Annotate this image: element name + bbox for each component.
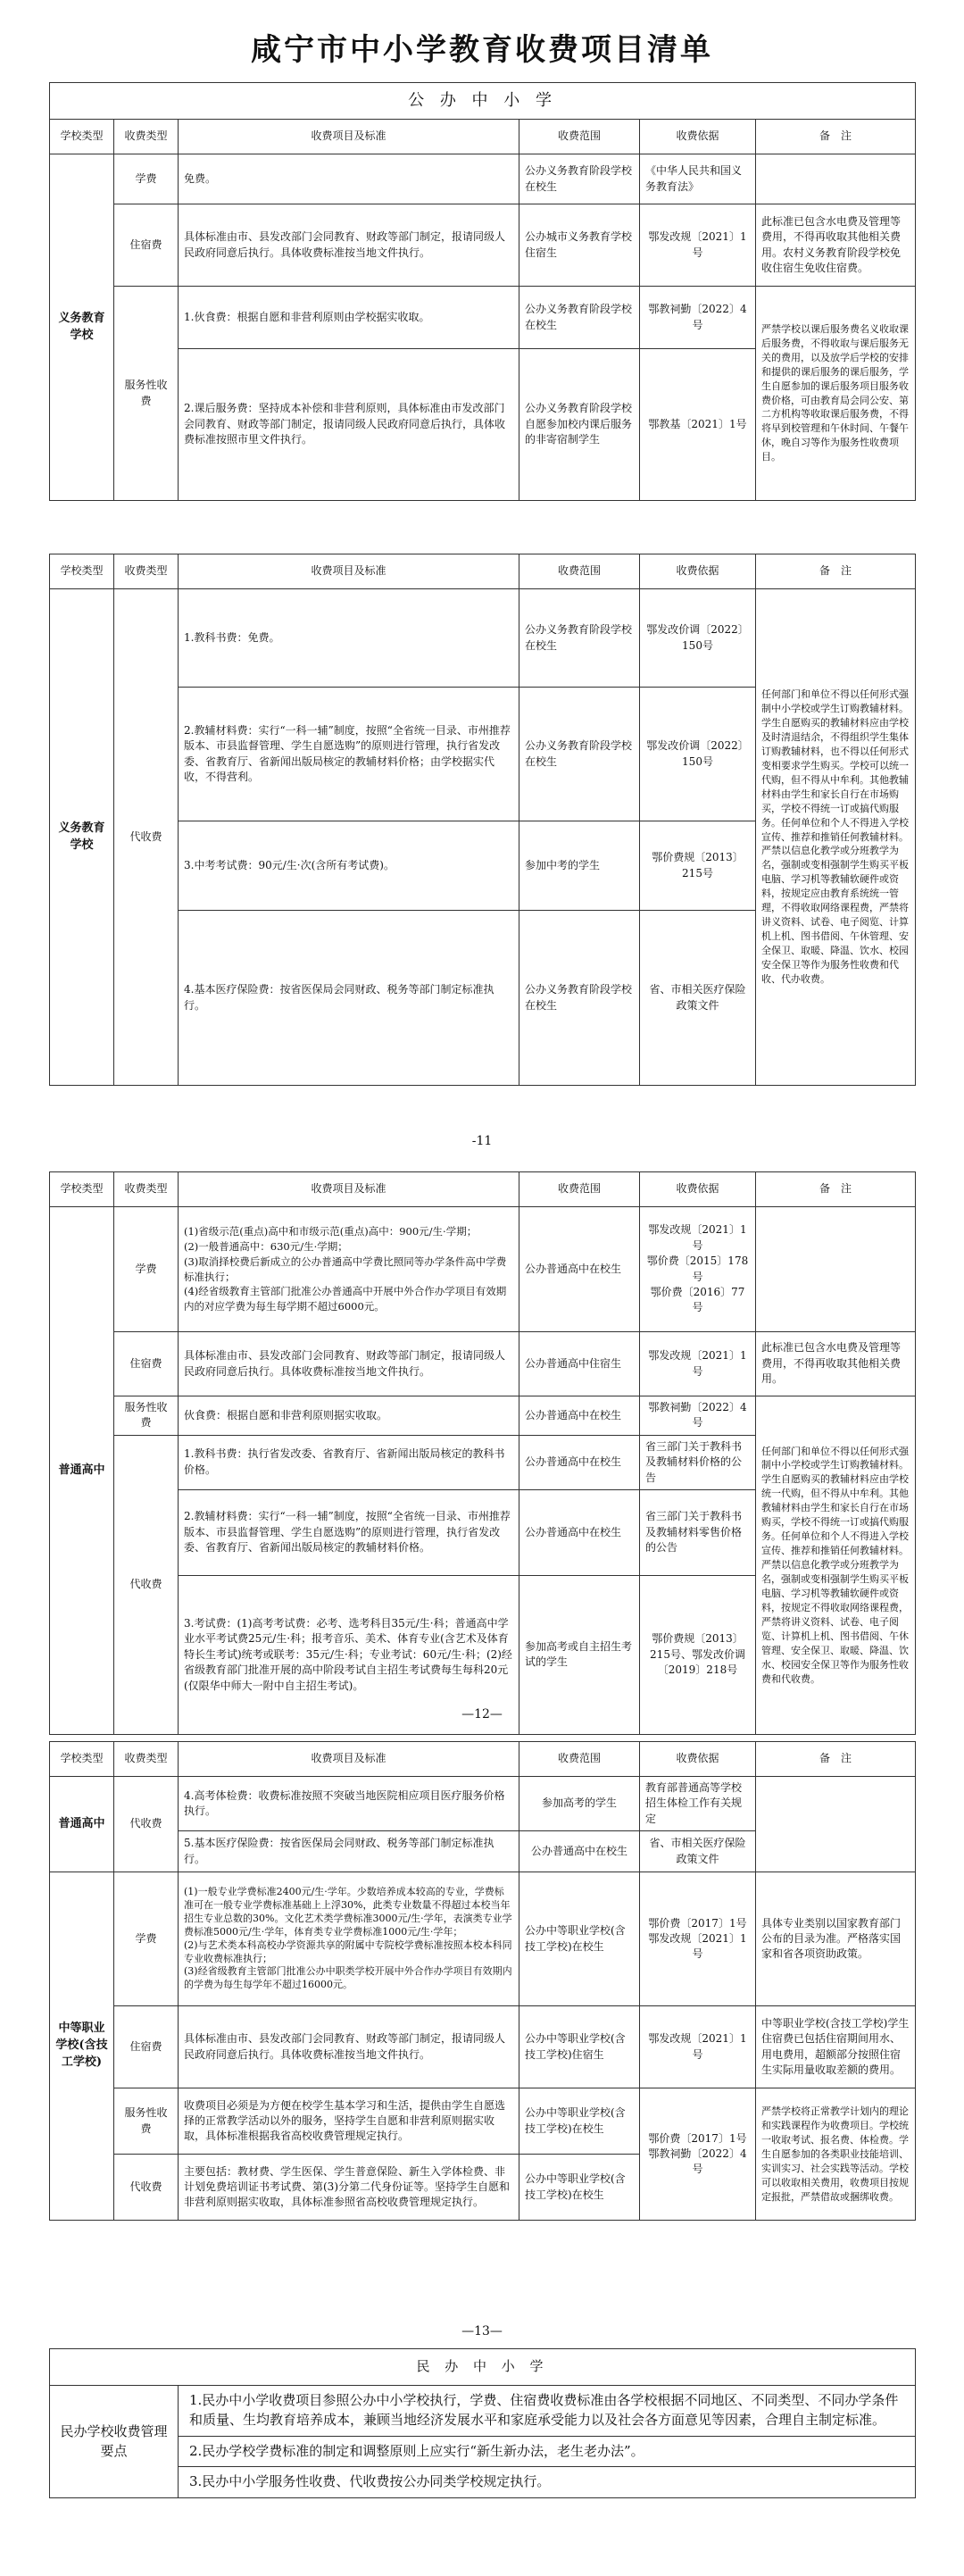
fee-item: 收费项目必须是为方便在校学生基本学习和生活，提供由学生自愿选择的正常教学活动以外的服务，坚持学生自愿和非营利原则据实收取，具体标准根据我省高校收费管理规定执行。: [179, 2088, 519, 2155]
fee-item: 具体标准由市、县发改部门会同教育、财政等部门制定，报请同级人民政府同意后执行。具体收费标准按当地文件执行。: [179, 1332, 519, 1396]
page-title: 咸宁市中小学教育收费项目清单: [251, 32, 713, 68]
fee-scope: 公办义务教育阶段学校在校生: [519, 911, 640, 1086]
mgmt-label: 民办学校收费管理要点: [50, 2386, 179, 2498]
page-number: —13—: [461, 2324, 503, 2338]
header-remark: 备 注: [756, 1172, 916, 1207]
fee-type: 代收费: [114, 2155, 179, 2221]
header-item: 收费项目及标准: [179, 1742, 519, 1777]
fee-scope: 公办中等职业学校(含技工学校)在校生: [519, 1872, 640, 2006]
fee-remark: [756, 1207, 916, 1332]
fee-type: 代收费: [114, 1435, 179, 1734]
section-vocational: [49, 1741, 915, 2221]
private-banner: 民 办 中 小 学: [50, 2349, 916, 2386]
fee-type: 服务性收费: [114, 1396, 179, 1436]
fee-basis: 省三部门关于教科书及教辅材料零售价格的公告: [640, 1489, 756, 1575]
fee-type: 服务性收费: [114, 2088, 179, 2155]
header-fee-type: 收费类型: [114, 1172, 179, 1207]
fee-scope: 参加高考的学生: [519, 1777, 640, 1831]
fee-item: 5.基本医疗保险费：按省医保局会同财政、税务等部门制定标准执行。: [179, 1831, 519, 1872]
fee-type: 学费: [114, 1872, 179, 2006]
header-remark: 备 注: [756, 120, 916, 154]
header-scope: 收费范围: [519, 1742, 640, 1777]
header-item: 收费项目及标准: [179, 120, 519, 154]
fee-scope: 公办普通高中在校生: [519, 1831, 640, 1872]
school-type-general-hs: 普通高中: [50, 1777, 114, 1872]
fee-item: 具体标准由市、县发改部门会同教育、财政等部门制定，报请同级人民政府同意后执行。具体收费标准按当地文件执行。: [179, 2006, 519, 2088]
fee-scope: 公办义务教育阶段学校在校生: [519, 589, 640, 688]
header-basis: 收费依据: [640, 1742, 756, 1777]
fee-basis: 鄂价费〔2017〕1号 鄂发改规〔2021〕1号: [640, 1872, 756, 2006]
fee-item: 3.考试费：(1)高考考试费：必考、选考科目35元/生·科；普通高中学业水平考试费25元/生·科；报考音乐、美术、体育专业(含艺术及体育特长生考试)统考或联考：35元/生·科；专业考试：60元/生·科；(2)经省级教育部门批准开展的高中阶段考试自主招生考试费每生每科20元(仅限华中师大一附中自主招生考试)。: [179, 1575, 519, 1734]
section-general-high-school: [49, 1171, 915, 1735]
header-item: 收费项目及标准: [179, 1172, 519, 1207]
school-type-compulsory: 义务教育学校: [50, 154, 114, 501]
fee-item: (1)省级示范(重点)高中和市级示范(重点)高中：900元/生·学期； (2)一般普通高中：630元/生·学期； (3)取消择校费后新成立的公办普通高中学费比照同等办学条件高中学费标准执行； (4)经省级教育主管部门批准公办普通高中开展中外合作办学项目有效期内的对应学费为每生每学期不超过6000元。: [179, 1207, 519, 1332]
mgmt-item: 1.民办中小学收费项目参照公办中小学校执行，学费、住宿费收费标准由各学校根据不同地区、不同类型、不同办学条件和质量、生均教育培养成本，兼顾当地经济发展水平和家庭承受能力以及社会各方面意见等因素，合理自主制定标准。: [179, 2386, 916, 2437]
fee-item: 1.教科书费：执行省发改委、省教育厅、省新闻出版局核定的教科书价格。: [179, 1435, 519, 1489]
section-public-compulsory-1: [49, 82, 915, 501]
header-fee-type: 收费类型: [114, 1742, 179, 1777]
fee-basis: 鄂发改规〔2021〕1号: [640, 204, 756, 287]
fee-remark: 具体专业类别以国家教育部门公布的目录为准。严格落实国家和省各项资助政策。: [756, 1872, 916, 2006]
fee-remark: [756, 1777, 916, 1872]
fee-item: 4.基本医疗保险费：按省医保局会同财政、税务等部门制定标准执行。: [179, 911, 519, 1086]
fee-scope: 公办城市义务教育学校住宿生: [519, 204, 640, 287]
fee-item: 1.伙食费：根据自愿和非营利原则由学校据实收取。: [179, 287, 519, 349]
fee-scope: 公办中等职业学校(含技工学校)在校生: [519, 2088, 640, 2155]
fee-scope: 公办普通高中在校生: [519, 1435, 640, 1489]
school-type-compulsory: 义务教育学校: [50, 589, 114, 1086]
fee-type: 服务性收费: [114, 287, 179, 501]
school-type-general-hs: 普通高中: [50, 1207, 114, 1735]
header-basis: 收费依据: [640, 120, 756, 154]
fee-basis: 教育部普通高等学校招生体检工作有关规定: [640, 1777, 756, 1831]
fee-basis: 鄂价费规〔2013〕215号: [640, 821, 756, 911]
fee-item: 2.教辅材料费：实行“一科一辅”制度，按照“全省统一目录、市州推荐版本、市县监督管理、学生自愿选购”的原则进行管理，执行省发改委、省教育厅、省新闻出版局核定的教辅材料价格。: [179, 1489, 519, 1575]
fee-basis: 省、市相关医疗保险政策文件: [640, 1831, 756, 1872]
fee-item: 免费。: [179, 154, 519, 204]
section-private-schools: [49, 2348, 915, 2498]
public-banner: 公 办 中 小 学: [50, 83, 916, 120]
fee-scope: 公办普通高中在校生: [519, 1396, 640, 1436]
fee-basis: 省、市相关医疗保险政策文件: [640, 911, 756, 1086]
fee-remark: 任何部门和单位不得以任何形式强制中小学校或学生订购教辅材料。学生自愿购买的教辅材料应由学校及时清退结余，不得组织学生集体订购教辅材料，也不得以任何形式变相要求学生购买。学校可以统一代购，但不得从中牟利。其他教辅材料由学生和家长自行在市场购买，学校不得统一订或搞代购服务。任何单位和个人不得进入学校宣传、推荐和推销任何教辅材料。严禁以信息化教学或分班教学为名，强制或变相强制学生购买平板电脑、学习机等教辅软硬件或资料，按规定应由教育系统统一管理，不得收取网络课程费，严禁将讲义资料、试卷、电子阅览、计算机上机、图书借阅、午休管理、安全保卫、取暖、降温、饮水、校园安全保卫等作为服务性收费和代收、代办收费。: [756, 589, 916, 1086]
fee-basis: 鄂发改规〔2021〕1号 鄂价费〔2015〕178号 鄂价费〔2016〕77号: [640, 1207, 756, 1332]
header-fee-type: 收费类型: [114, 554, 179, 589]
fee-item: 4.高考体检费：收费标准按照不突破当地医院相应项目医疗服务价格执行。: [179, 1777, 519, 1831]
page-number: —12—: [461, 1707, 503, 1722]
header-basis: 收费依据: [640, 1172, 756, 1207]
fee-basis: 鄂教基〔2021〕1号: [640, 349, 756, 501]
fee-remark: 中等职业学校(含技工学校)学生住宿费已包括住宿期间用水、用电费用，超额部分按照住宿生实际用量收取差额的费用。: [756, 2006, 916, 2088]
fee-type: 学费: [114, 1207, 179, 1332]
fee-item: 伙食费：根据自愿和非营利原则据实收取。: [179, 1396, 519, 1436]
header-scope: 收费范围: [519, 120, 640, 154]
fee-basis: 《中华人民共和国义务教育法》: [640, 154, 756, 204]
fee-item: 主要包括：教材费、学生医保、学生普意保险、新生入学体检费、非计划免费培训证书考试费、第(3)分第二代身份证等。坚持学生自愿和非营利原则据实收取，具体标准参照省高校收费管理规定执行。: [179, 2155, 519, 2221]
header-scope: 收费范围: [519, 554, 640, 589]
header-basis: 收费依据: [640, 554, 756, 589]
fee-remark: 此标准已包含水电费及管理等费用，不得再收取其他相关费用。: [756, 1332, 916, 1396]
fee-basis: 鄂发改规〔2021〕1号: [640, 2006, 756, 2088]
fee-scope: 公办普通高中住宿生: [519, 1332, 640, 1396]
fee-item: 具体标准由市、县发改部门会同教育、财政等部门制定，报请同级人民政府同意后执行。具体收费标准按当地文件执行。: [179, 204, 519, 287]
fee-remark: 任何部门和单位不得以任何形式强制中小学校或学生订购教辅材料。学生自愿购买的教辅材料应由学校统一代购，但不得从中牟利。其他教辅材料由学生和家长自行在市场购买，学校不得统一订或搞代购服务。任何单位和个人不得进入学校宣传、推荐和推销任何教辅材料。严禁以信息化教学或分班教学为名，强制或变相强制学生购买平板电脑、学习机等教辅软硬件或资料，按规定不得收取网络课程费，严禁将讲义资料、试卷、电子阅览、计算机上机、图书借阅、午休管理、安全保卫、取暖、降温、饮水、校园安全保卫等作为服务性收费和代收费。: [756, 1396, 916, 1735]
fee-item: (1)一般专业学费标准2400元/生·学年。少数培养成本较高的专业，学费标准可在一般专业学费标准基础上上浮30%，此类专业数量不得超过本校当年招生专业总数的30%。文化艺术类学费标准3000元/生·学年，表演类专业学费标准5000元/生·学年，体育类专业学费标准1000元/生·学年； (2)与艺术类本科高校办学资源共享的附属中专院校学费标准按照本校本科同专业收费标准执行； (3)经省级教育主管部门批准公办中职类学校开展中外合作办学项目有效期内的学费为每生每学年不超过16000元。: [179, 1872, 519, 2006]
mgmt-item: 2.民办学校学费标准的制定和调整原则上应实行“新生新办法，老生老办法”。: [179, 2436, 916, 2467]
header-item: 收费项目及标准: [179, 554, 519, 589]
fee-scope: 公办义务教育阶段学校在校生: [519, 287, 640, 349]
fee-item: 3.中考考试费：90元/生·次(含所有考试费)。: [179, 821, 519, 911]
fee-remark: [756, 154, 916, 204]
fee-basis: 鄂教祠勤〔2022〕4号: [640, 287, 756, 349]
fee-basis: 鄂发改规〔2021〕1号: [640, 1332, 756, 1396]
fee-remark: 严禁学校将正常教学计划内的理论和实践课程作为收费项目。学校统一收取考试、报名费、体检费。学生自愿参加的各类职业技能培训、实训实习、社会实践等活动。学校可以收取相关费用，收费项目按规定报批，严禁借故或捆绑收费。: [756, 2088, 916, 2221]
fee-scope: 公办中等职业学校(含技工学校)在校生: [519, 2155, 640, 2221]
fee-scope: 公办义务教育阶段学校自愿参加校内课后服务的非寄宿制学生: [519, 349, 640, 501]
section-public-compulsory-2: [49, 554, 915, 1086]
header-school-type: 学校类型: [50, 1742, 114, 1777]
fee-item: 1.教科书费：免费。: [179, 589, 519, 688]
fee-type: 代收费: [114, 589, 179, 1086]
fee-basis: 鄂发改价调〔2022〕150号: [640, 688, 756, 821]
header-fee-type: 收费类型: [114, 120, 179, 154]
fee-scope: 公办普通高中在校生: [519, 1489, 640, 1575]
fee-scope: 公办义务教育阶段学校在校生: [519, 154, 640, 204]
fee-scope: 公办普通高中在校生: [519, 1207, 640, 1332]
mgmt-item: 3.民办中小学服务性收费、代收费按公办同类学校规定执行。: [179, 2467, 916, 2498]
header-school-type: 学校类型: [50, 1172, 114, 1207]
fee-type: 住宿费: [114, 2006, 179, 2088]
header-remark: 备 注: [756, 1742, 916, 1777]
fee-type: 学费: [114, 154, 179, 204]
school-type-vocational: 中等职业学校(含技工学校): [50, 1872, 114, 2221]
fee-basis: 省三部门关于教科书及教辅材料价格的公告: [640, 1435, 756, 1489]
fee-item: 2.教辅材料费：实行“一科一辅”制度，按照“全省统一目录、市州推荐版本、市县监督管理、学生自愿选购”的原则进行管理，执行省发改委、省教育厅、省新闻出版局核定的教辅材料价格；由学校据实代收，不得营利。: [179, 688, 519, 821]
fee-basis: 鄂教祠勤〔2022〕4号: [640, 1396, 756, 1436]
fee-item: 2.课后服务费：坚持成本补偿和非营利原则，具体标准由市发改部门会同教育、财政等部门制定，报请同级人民政府同意后执行，具体收费标准按照市里文件执行。: [179, 349, 519, 501]
fee-remark: 严禁学校以课后服务费名义收取课后服务费，不得收取与课后服务无关的费用，以及放学后学校的安排和提供的课后服务的课后服务，学生自愿参加的课后服务项目服务收费价格，可由教育局会同公安、第二方机构等收取课后服务费，不得将早到校管理和午休时间、午餐午休，晚自习等作为服务性收费项目。: [756, 287, 916, 501]
header-school-type: 学校类型: [50, 120, 114, 154]
fee-type: 住宿费: [114, 204, 179, 287]
fee-basis: 鄂价费规〔2013〕215号、鄂发改价调〔2019〕218号: [640, 1575, 756, 1734]
fee-scope: 公办中等职业学校(含技工学校)住宿生: [519, 2006, 640, 2088]
header-scope: 收费范围: [519, 1172, 640, 1207]
fee-type: 代收费: [114, 1777, 179, 1872]
fee-basis: 鄂发改价调〔2022〕150号: [640, 589, 756, 688]
fee-scope: 参加高考或自主招生考试的学生: [519, 1575, 640, 1734]
fee-type: 住宿费: [114, 1332, 179, 1396]
fee-basis: 鄂价费〔2017〕1号 鄂教祠勤〔2022〕4号: [640, 2088, 756, 2221]
header-remark: 备 注: [756, 554, 916, 589]
header-school-type: 学校类型: [50, 554, 114, 589]
fee-remark: 此标准已包含水电费及管理等费用，不得再收取其他相关费用。农村义务教育阶段学校免收住宿生免收住宿费。: [756, 204, 916, 287]
page-number: -11: [471, 1134, 493, 1148]
fee-scope: 参加中考的学生: [519, 821, 640, 911]
fee-scope: 公办义务教育阶段学校在校生: [519, 688, 640, 821]
